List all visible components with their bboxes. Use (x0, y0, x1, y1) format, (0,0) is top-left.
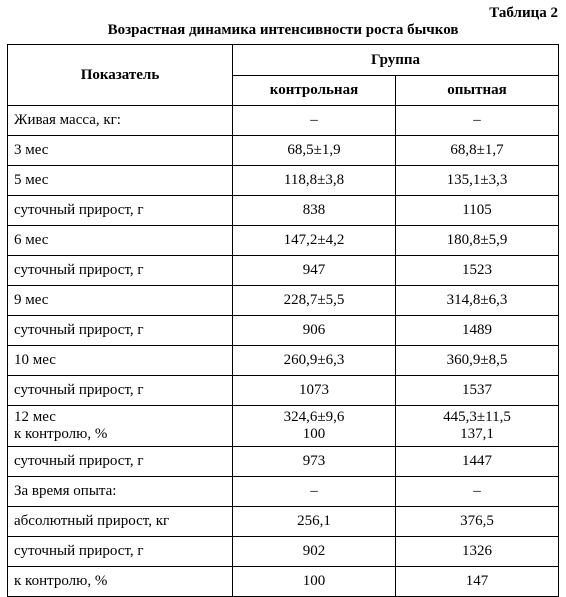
row-label: суточный прирост, г (8, 376, 233, 406)
table-row (8, 346, 559, 376)
experimental-value: 147 (396, 567, 559, 597)
header-indicator: Показатель (8, 45, 233, 106)
control-value: 118,8±3,8 (233, 166, 396, 196)
control-value: 838 (233, 196, 396, 226)
control-value: 147,2±4,2 (233, 226, 396, 256)
row-label: суточный прирост, г (8, 196, 233, 226)
experimental-value-line: 445,3±11,5 (443, 409, 511, 425)
experimental-value-line: 137,1 (460, 426, 494, 442)
table-row (8, 136, 559, 166)
control-value: 1073 (233, 376, 396, 406)
experimental-value: 68,8±1,7 (396, 136, 559, 166)
table-row (8, 567, 559, 597)
table-number: Таблица 2 (489, 5, 558, 21)
table-row (8, 477, 559, 507)
table-row (8, 256, 559, 286)
row-label: к контролю, % (8, 567, 233, 597)
experimental-value: – (396, 477, 559, 507)
row-label-line: 12 мес (14, 409, 56, 425)
experimental-value: 376,5 (396, 507, 559, 537)
experimental-value: 1105 (396, 196, 559, 226)
table-row (8, 507, 559, 537)
row-label: абсолютный прирост, кг (8, 507, 233, 537)
table-row (8, 166, 559, 196)
control-value: 906 (233, 316, 396, 346)
table-row (8, 316, 559, 346)
table-row (8, 447, 559, 477)
experimental-value: 360,9±8,5 (396, 346, 559, 376)
experimental-value (396, 406, 559, 447)
control-value: 68,5±1,9 (233, 136, 396, 166)
control-value: – (233, 106, 396, 136)
table-row (8, 106, 559, 136)
table-row (8, 406, 559, 447)
control-value (233, 406, 396, 447)
row-label: 10 мес (8, 346, 233, 376)
experimental-value: 314,8±6,3 (396, 286, 559, 316)
growth-table (7, 44, 559, 597)
control-value-line: 324,6±9,6 (283, 409, 345, 425)
control-value: 973 (233, 447, 396, 477)
row-label: суточный прирост, г (8, 537, 233, 567)
header-experimental: опытная (396, 76, 559, 106)
row-label: 3 мес (8, 136, 233, 166)
control-value: 100 (233, 567, 396, 597)
header-group: Группа (233, 45, 559, 76)
row-label-line: к контролю, % (14, 426, 108, 442)
experimental-value: 1326 (396, 537, 559, 567)
control-value: 228,7±5,5 (233, 286, 396, 316)
row-label: 5 мес (8, 166, 233, 196)
table-title: Возрастная динамика интенсивности роста бычков (107, 22, 459, 38)
row-label: За время опыта: (8, 477, 233, 507)
row-label: 9 мес (8, 286, 233, 316)
experimental-value: 180,8±5,9 (396, 226, 559, 256)
control-value-line: 100 (302, 426, 326, 442)
experimental-value: – (396, 106, 559, 136)
header-control: контрольная (233, 76, 396, 106)
table-row (8, 196, 559, 226)
control-value: – (233, 477, 396, 507)
experimental-value: 1447 (396, 447, 559, 477)
row-label: суточный прирост, г (8, 256, 233, 286)
control-value: 902 (233, 537, 396, 567)
table-row (8, 537, 559, 567)
row-label: суточный прирост, г (8, 447, 233, 477)
experimental-value: 1489 (396, 316, 559, 346)
experimental-value: 1537 (396, 376, 559, 406)
table-row (8, 376, 559, 406)
experimental-value: 135,1±3,3 (396, 166, 559, 196)
experimental-value: 1523 (396, 256, 559, 286)
table-row (8, 286, 559, 316)
row-label: 6 мес (8, 226, 233, 256)
table-row (8, 226, 559, 256)
row-label: суточный прирост, г (8, 316, 233, 346)
control-value: 260,9±6,3 (233, 346, 396, 376)
control-value: 256,1 (233, 507, 396, 537)
row-label: Живая масса, кг: (8, 106, 233, 136)
control-value: 947 (233, 256, 396, 286)
row-label (8, 406, 233, 447)
